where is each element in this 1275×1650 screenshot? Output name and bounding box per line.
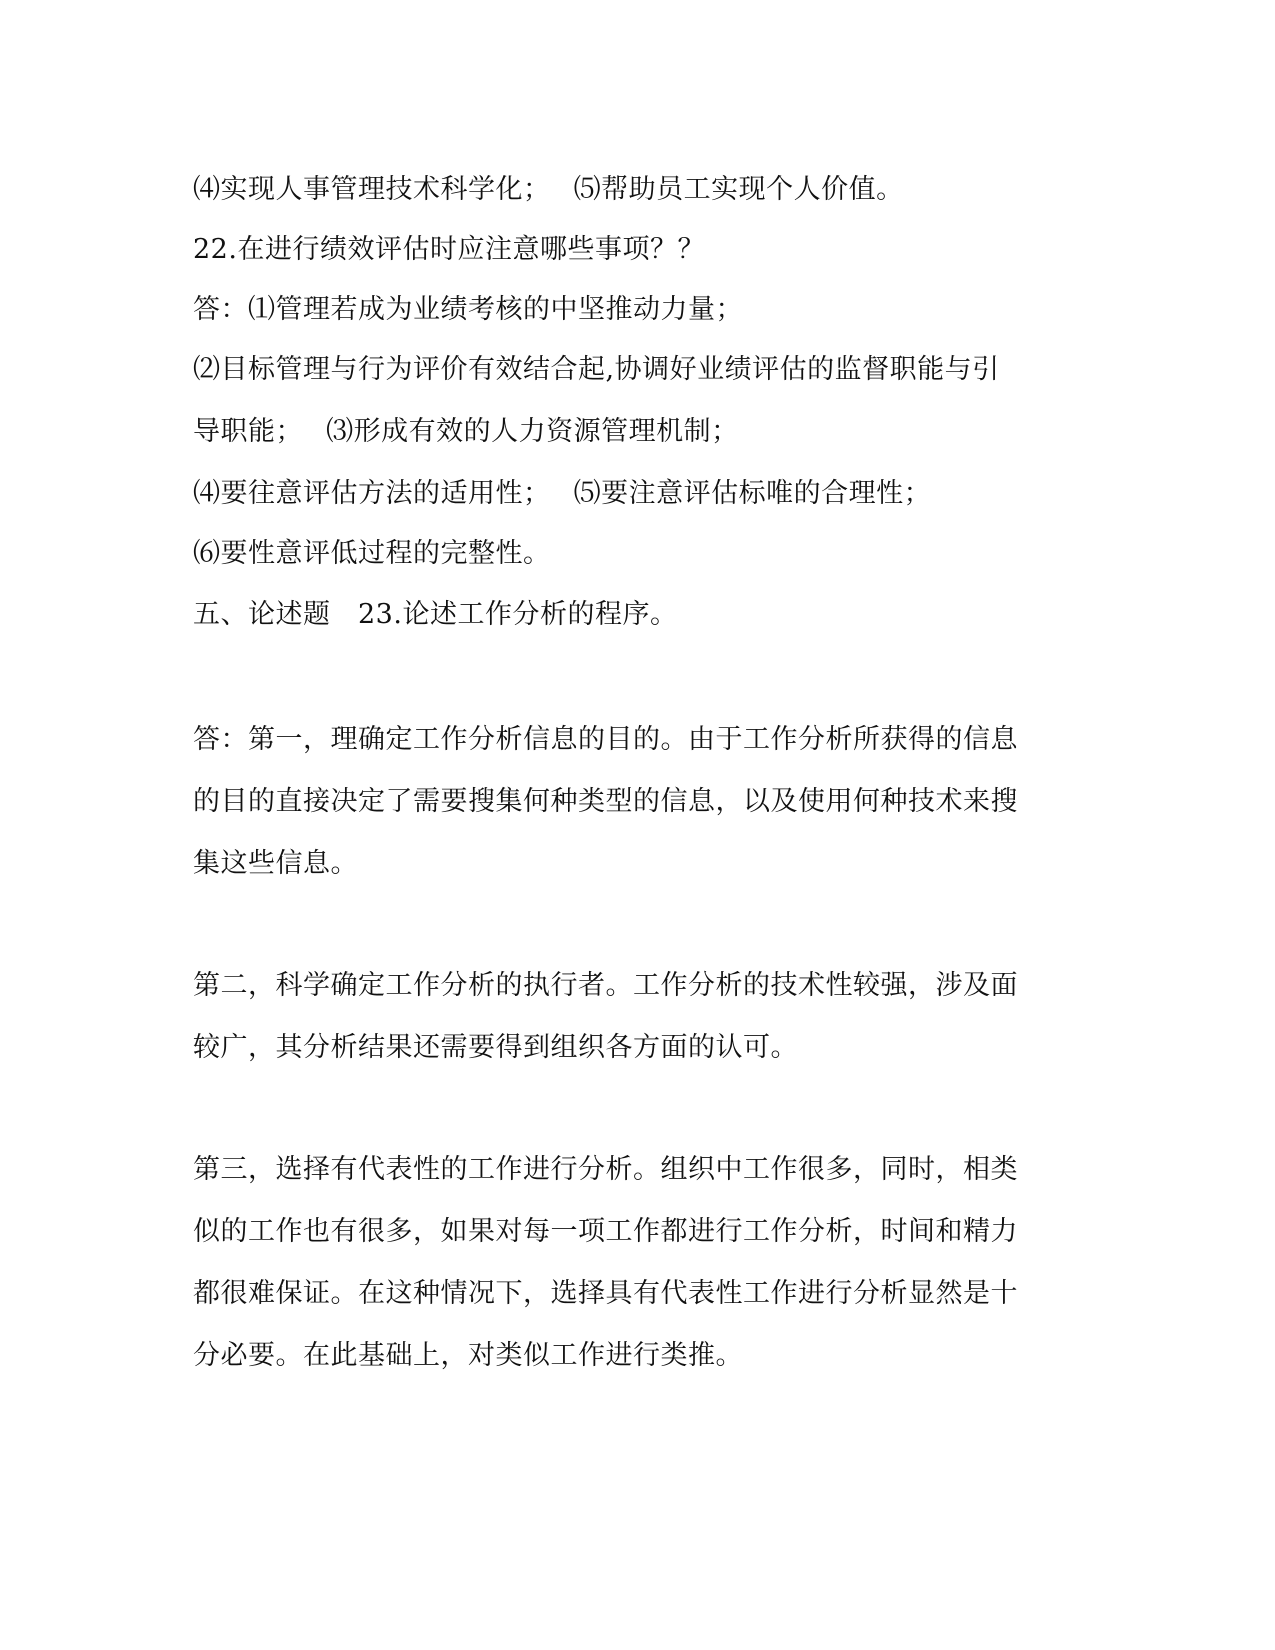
answer-23-p2-line-1: 第二，科学确定工作分析的执行者。工作分析的技术性较强，涉及面 — [193, 970, 1018, 1001]
answer-23-p1-line-2: 的目的直接决定了需要搜集何种类型的信息，以及使用何种技术来搜 — [193, 786, 1018, 817]
answer-22-line-3: 导职能； ⑶形成有效的人力资源管理机制； — [193, 416, 739, 447]
answer-22-line-2: ⑵目标管理与行为评价有效结合起,协调好业绩评估的监督职能与引 — [193, 354, 1000, 385]
answer-23-p1-line-3: 集这些信息。 — [193, 848, 358, 879]
answer-22-line-1: 答：⑴管理若成为业绩考核的中坚推动力量； — [193, 294, 743, 325]
question-22: 22.在进行绩效评估时应注意哪些事项？？ — [193, 234, 705, 265]
answer-22-line-4: ⑷要往意评估方法的适用性； ⑸要注意评估标唯的合理性； — [193, 478, 932, 509]
section-heading-essay: 五、论述题 23.论述工作分析的程序。 — [193, 599, 678, 630]
answer-23-p3-line-2: 似的工作也有很多，如果对每一项工作都进行工作分析，时间和精力 — [193, 1216, 1018, 1247]
answer-23-p3-line-4: 分必要。在此基础上，对类似工作进行类推。 — [193, 1340, 743, 1371]
answer-23-p3-line-1: 第三，选择有代表性的工作进行分析。组织中工作很多，同时，相类 — [193, 1154, 1018, 1185]
answer-23-p1-line-1: 答：第一，理确定工作分析信息的目的。由于工作分析所获得的信息 — [193, 724, 1018, 755]
answer-23-p2-line-2: 较广，其分析结果还需要得到组织各方面的认可。 — [193, 1032, 798, 1063]
answer-23-p3-line-3: 都很难保证。在这种情况下，选择具有代表性工作进行分析显然是十 — [193, 1278, 1018, 1309]
answer-22-line-5: ⑹要性意评低过程的完整性。 — [193, 538, 551, 569]
text-line-item-4-5: ⑷实现人事管理技术科学化； ⑸帮助员工实现个人价值。 — [193, 174, 904, 205]
